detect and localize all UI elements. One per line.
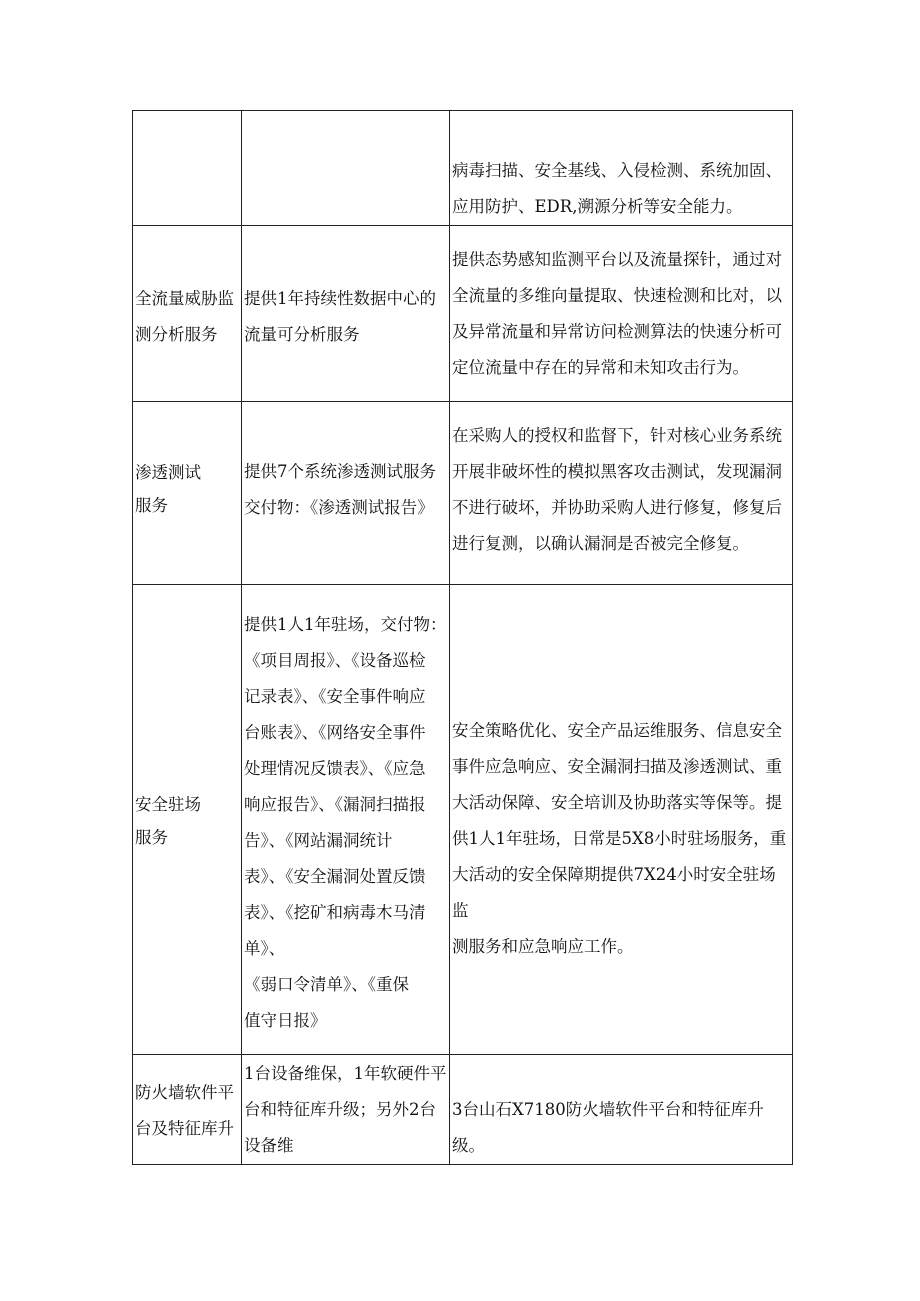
table-row [133,1055,793,1165]
service-description-cell [450,1055,793,1164]
service-name-cell [133,1055,242,1164]
service-description: 安全策略优化、安全产品运维服务、信息安全 事件应急响应、安全漏洞扫描及渗透测试、重 大活动保障、安全培训及协助落实等保等。提 供1人1年驻场，日常是5X8小时驻场服务，重 大活动的安全保障期提供7X24小时安全驻场监 测服务和应急响应工作。 [452,721,787,956]
service-content-cell [242,402,450,584]
service-description: 3台山石X7180防火墙软件平台和特征库升级。 [452,1100,764,1155]
service-name: 安全驻场 服务 [135,795,201,847]
table-row [133,585,793,1055]
service-content-cell [242,1055,450,1164]
service-description: 提供态势感知监测平台以及流量探针，通过对 全流量的多维向量提取、快速检测和比对，以 及异常流量和异常访问检测算法的快速分析可 定位流量中存在的异常和未知攻击行为。 [452,250,782,377]
service-table [132,110,793,1165]
service-description-cell [450,111,793,225]
service-name-cell [133,226,242,401]
service-description-cell [450,226,793,401]
service-description: 病毒扫描、安全基线、入侵检测、系统加固、 应用防护、EDR,溯源分析等安全能力。 [452,161,782,216]
table-row [133,402,793,585]
service-name: 全流量威胁监 测分析服务 [135,289,234,344]
service-content-cell [242,585,450,1054]
service-content: 提供1人1年驻场，交付物： 《项目周报》、《设备巡检 记录表》、《安全事件响应 台账表》、《网络安全事件 处理情况反馈表》、《应急 响应报告》、《漏洞扫描报 告》、《网站漏洞统计 表》、《安全漏洞处置反馈 表》、《挖矿和病毒木马清 单》、 《弱口令清单》、《重保 值守日报》 [244,615,447,1030]
service-content: 提供1年持续性数据中心的 流量可分析服务 [244,289,436,344]
table-row [133,111,793,226]
service-name: 防火墙软件平 台及特征库升 [135,1083,234,1138]
service-content: 1台设备维保，1年软硬件平 台和特征库升级；另外2台 设备维 [244,1064,447,1155]
service-description: 在采购人的授权和监督下，针对核心业务系统 开展非破坏性的模拟黑客攻击测试，发现漏洞 不进行破坏，并协助采购人进行修复，修复后 进行复测，以确认漏洞是否被完全修复。 [452,426,782,553]
service-name: 渗透测试 服务 [135,463,201,515]
service-name-cell [133,585,242,1054]
table-row [133,226,793,402]
service-name-cell [133,111,242,225]
service-description-cell [450,585,793,1054]
service-content-cell [242,226,450,401]
service-content-cell [242,111,450,225]
service-content: 提供7个系统渗透测试服务 交付物：《渗透测试报告》 [244,462,436,517]
service-name-cell [133,402,242,584]
service-description-cell [450,402,793,584]
